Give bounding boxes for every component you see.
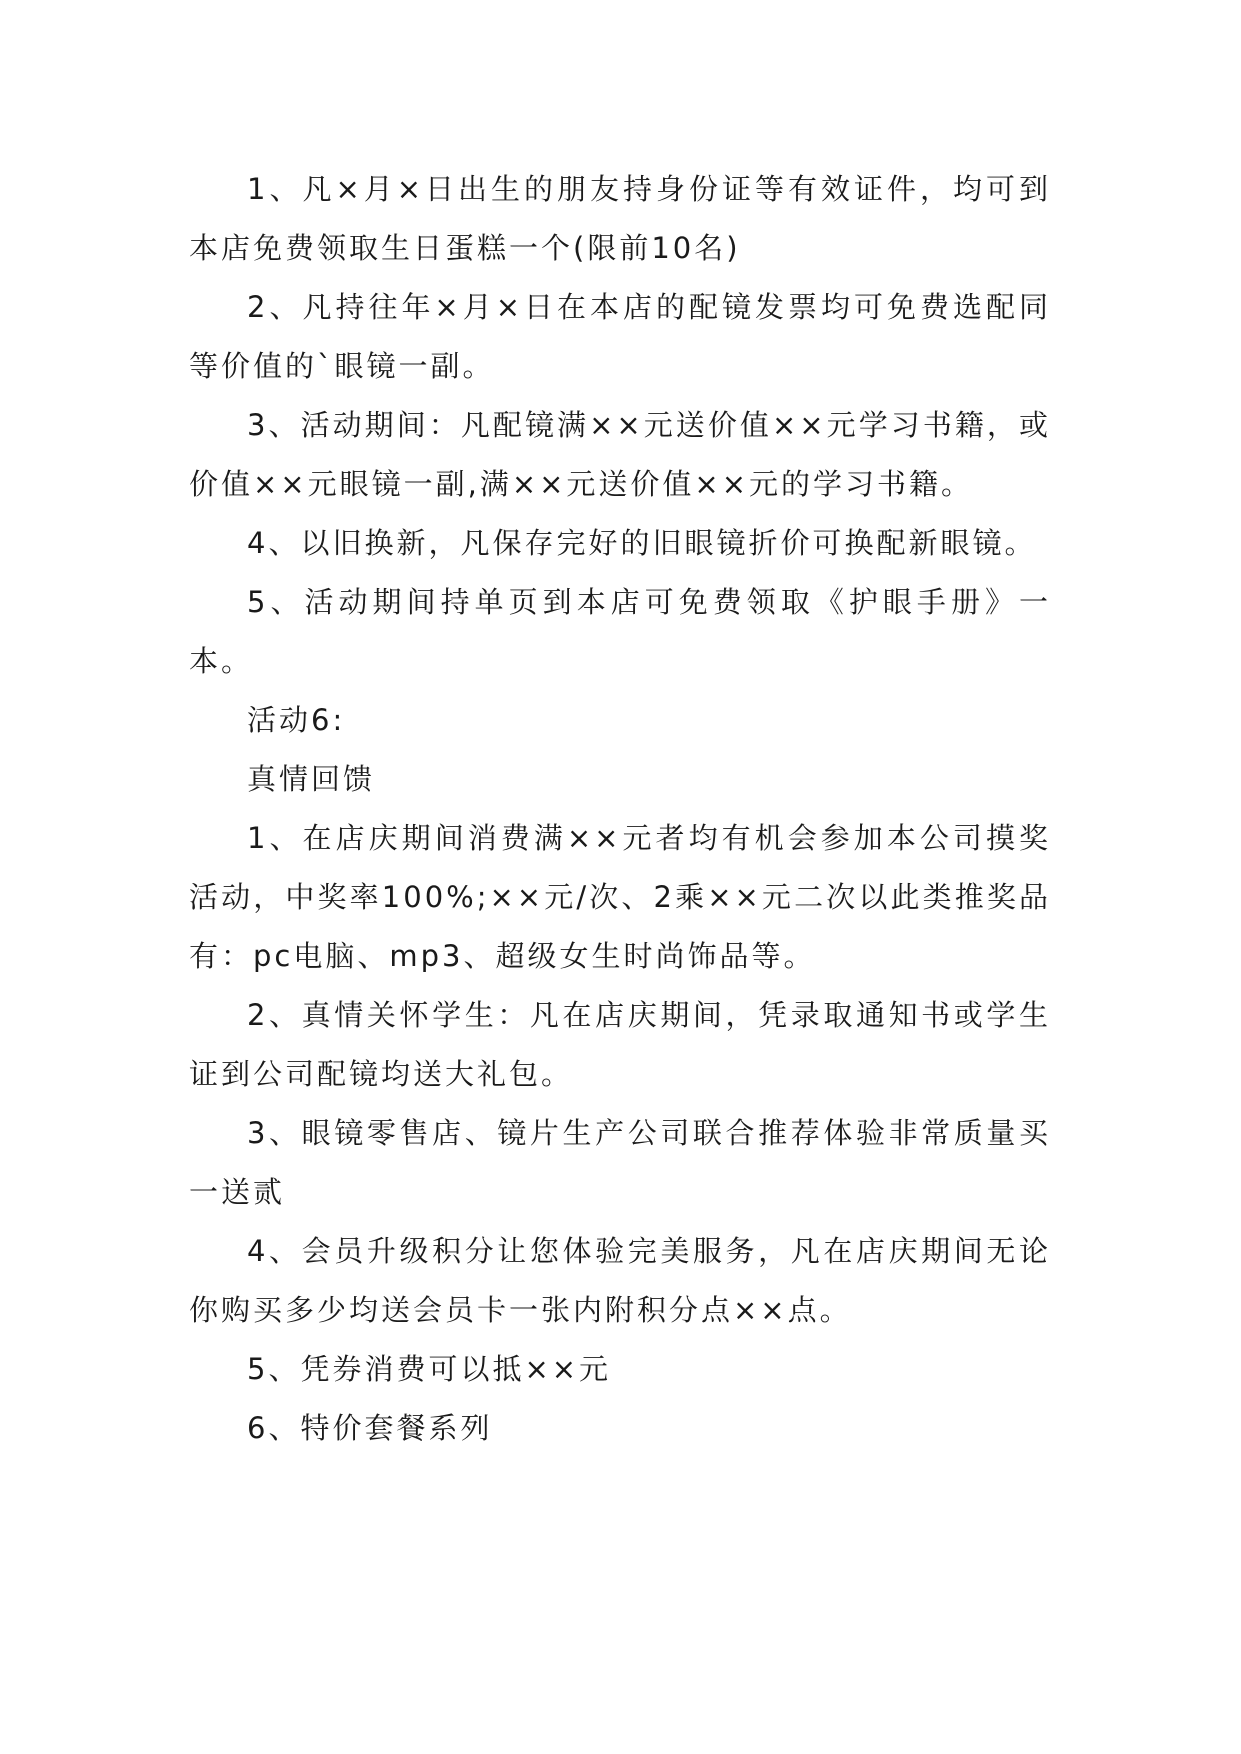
paragraph-eye-care-manual: 5、活动期间持单页到本店可免费领取《护眼手册》一本。 xyxy=(189,585,1051,678)
document-body xyxy=(189,160,1051,1458)
paragraph-membership: 4、会员升级积分让您体验完美服务，凡在店庆期间无论你购买多少均送会员卡一张内附积分点××点。 xyxy=(189,1234,1051,1327)
paragraph-trade-in: 4、以旧换新，凡保存完好的旧眼镜折价可换配新眼镜。 xyxy=(247,526,1037,560)
paragraph-students: 2、真情关怀学生：凡在店庆期间，凭录取通知书或学生证到公司配镜均送大礼包。 xyxy=(189,998,1051,1091)
paragraph-lottery: 1、在店庆期间消费满××元者均有机会参加本公司摸奖活动，中奖率100%;××元/次、2乘××元二次以此类推奖品有：pc电脑、mp3、超级女生时尚饰品等。 xyxy=(189,821,1051,973)
paragraph-invoice-glasses: 2、凡持往年×月×日在本店的配镜发票均可免费选配同等价值的`眼镜一副。 xyxy=(189,290,1051,383)
paragraph-special-packages: 6、特价套餐系列 xyxy=(247,1411,493,1445)
paragraph-birthday-cake: 1、凡×月×日出生的朋友持身份证等有效证件，均可到本店免费领取生日蛋糕一个(限前10名) xyxy=(189,172,1051,265)
paragraph-buy-one-get-two: 3、眼镜零售店、镜片生产公司联合推荐体验非常质量买一送贰 xyxy=(189,1116,1051,1209)
section-heading-activity-6: 活动6: xyxy=(247,703,346,737)
paragraph-coupon: 5、凭券消费可以抵××元 xyxy=(247,1352,612,1386)
paragraph-books-gift: 3、活动期间：凡配镜满××元送价值××元学习书籍，或价值××元眼镜一副,满××元送价值××元的学习书籍。 xyxy=(189,408,1051,501)
section-subheading-feedback: 真情回馈 xyxy=(247,762,376,796)
